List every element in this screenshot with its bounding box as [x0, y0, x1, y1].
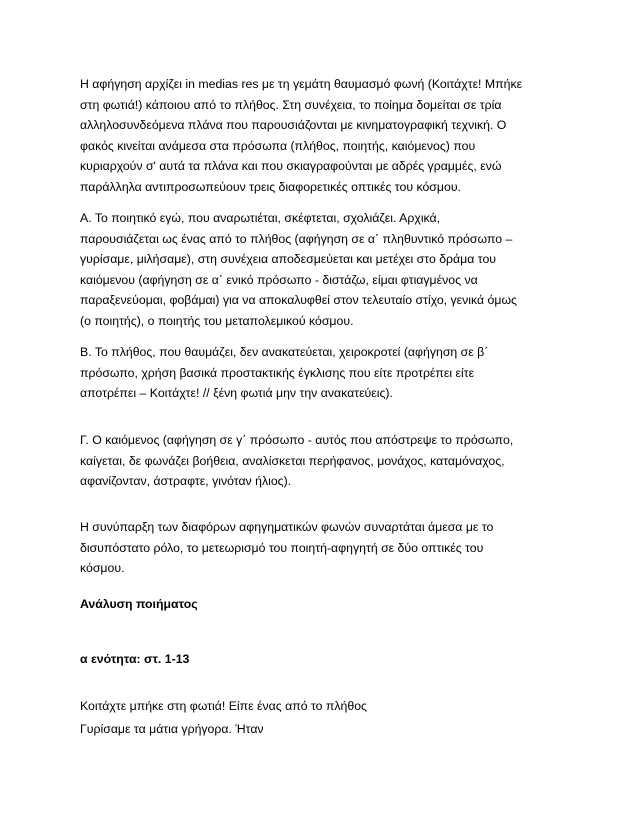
text-line: Η συνύπαρξη των διαφόρων αφηγηματικών φωνών συναρτάται άμεσα με το	[80, 520, 494, 534]
text-line: πρόσωπο, χρήση βασικά προστακτικής έγκλισης που είτε προτρέπει είτε	[80, 365, 475, 380]
text-line: παράλληλα αντιπροσωπεύουν τρεις διαφορετικές οπτικές του κόσμου.	[80, 179, 461, 194]
text-line: κόσμου.	[80, 561, 125, 576]
text-line: (ο ποιητής), ο ποιητής του μεταπολεμικού κόσμου.	[80, 313, 354, 328]
text-line: γυρίσαμε, μιλήσαμε), στη συνέχεια αποδεσμεύεται και μετέχει στο δράμα του	[80, 252, 497, 267]
text-line: παρουσιάζεται ως ένας από το πλήθος (αφήγηση σε α΄ πληθυντικό πρόσωπο –	[80, 231, 513, 246]
intro-paragraph	[80, 74, 522, 198]
text-line: καιόμενου (αφήγηση σε α΄ ενικό πρόσωπο - διστάζω, είμαι φτιαγμένος να	[80, 272, 478, 287]
text-line: αφανίζονταν, άστραφτε, γινόταν ήλιος).	[80, 474, 292, 489]
text-line: Α. Το ποιητικό εγώ, που αναρωτιέται, σκέφτεται, σχολιάζει. Αρχικά,	[80, 211, 441, 225]
paragraph-b-crowd	[80, 342, 488, 404]
text-line: Γ. Ο καιόμενος (αφήγηση σε γ΄ πρόσωπο - αυτός που απόστρεψε το πρόσωπο,	[80, 433, 514, 447]
section-heading: α ενότητα: στ. 1-13	[80, 652, 190, 666]
text-line: Β. Το πλήθος, που θαυμάζει, δεν ανακατεύεται, χειροκροτεί (αφήγηση σε β΄	[80, 345, 489, 359]
paragraph-narrative-voices	[80, 517, 493, 579]
text-line: στη φωτιά!) κάποιου από το πλήθος. Στη συνέχεια, το ποίημα δομείται σε τρία	[80, 97, 502, 112]
text-line: κυριαρχούν σ' αυτά τα πλάνα και που σκιαγραφούνται με αδρές γραμμές, ενώ	[80, 159, 502, 174]
verse-line: Γυρίσαμε τα μάτια γρήγορα. Ήταν	[80, 722, 264, 736]
text-line: Η αφήγηση αρχίζει in medias res με τη γεμάτη θαυμασμό φωνή (Κοιτάχτε! Μπήκε	[80, 77, 523, 91]
paragraph-a-poetic-self	[80, 208, 517, 332]
text-line: καίγεται, δε φωνάζει βοήθεια, αναλίσκεται περήφανος, μονάχος, καταμόναχος,	[80, 453, 505, 468]
analysis-heading: Ανάλυση ποιήματος	[80, 597, 198, 611]
text-line: αποτρέπει – Κοιτάχτε! // ξένη φωτιά μην την ανακατεύεις).	[80, 386, 393, 401]
text-line: παραξενεύομαι, φοβάμαι) για να αποκαλυφθεί στον τελευταίο στίχο, γενικά όμως	[80, 293, 517, 308]
text-line: αλληλοσυνδεόμενα πλάνα που παρουσιάζονται με κινηματογραφική τεχνική. Ο	[80, 118, 507, 133]
verse-line: Κοιτάχτε μπήκε στη φωτιά! Είπε ένας από το πλήθος	[80, 699, 367, 713]
text-line: φακός κινείται ανάμεσα στα πρόσωπα (πλήθος, ποιητής, καιόμενος) που	[80, 138, 476, 153]
text-line: δισυπόστατο ρόλο, το μετεωρισμό του ποιητή-αφηγητή σε δύο οπτικές του	[80, 540, 484, 555]
paragraph-c-burning-man	[80, 430, 513, 492]
